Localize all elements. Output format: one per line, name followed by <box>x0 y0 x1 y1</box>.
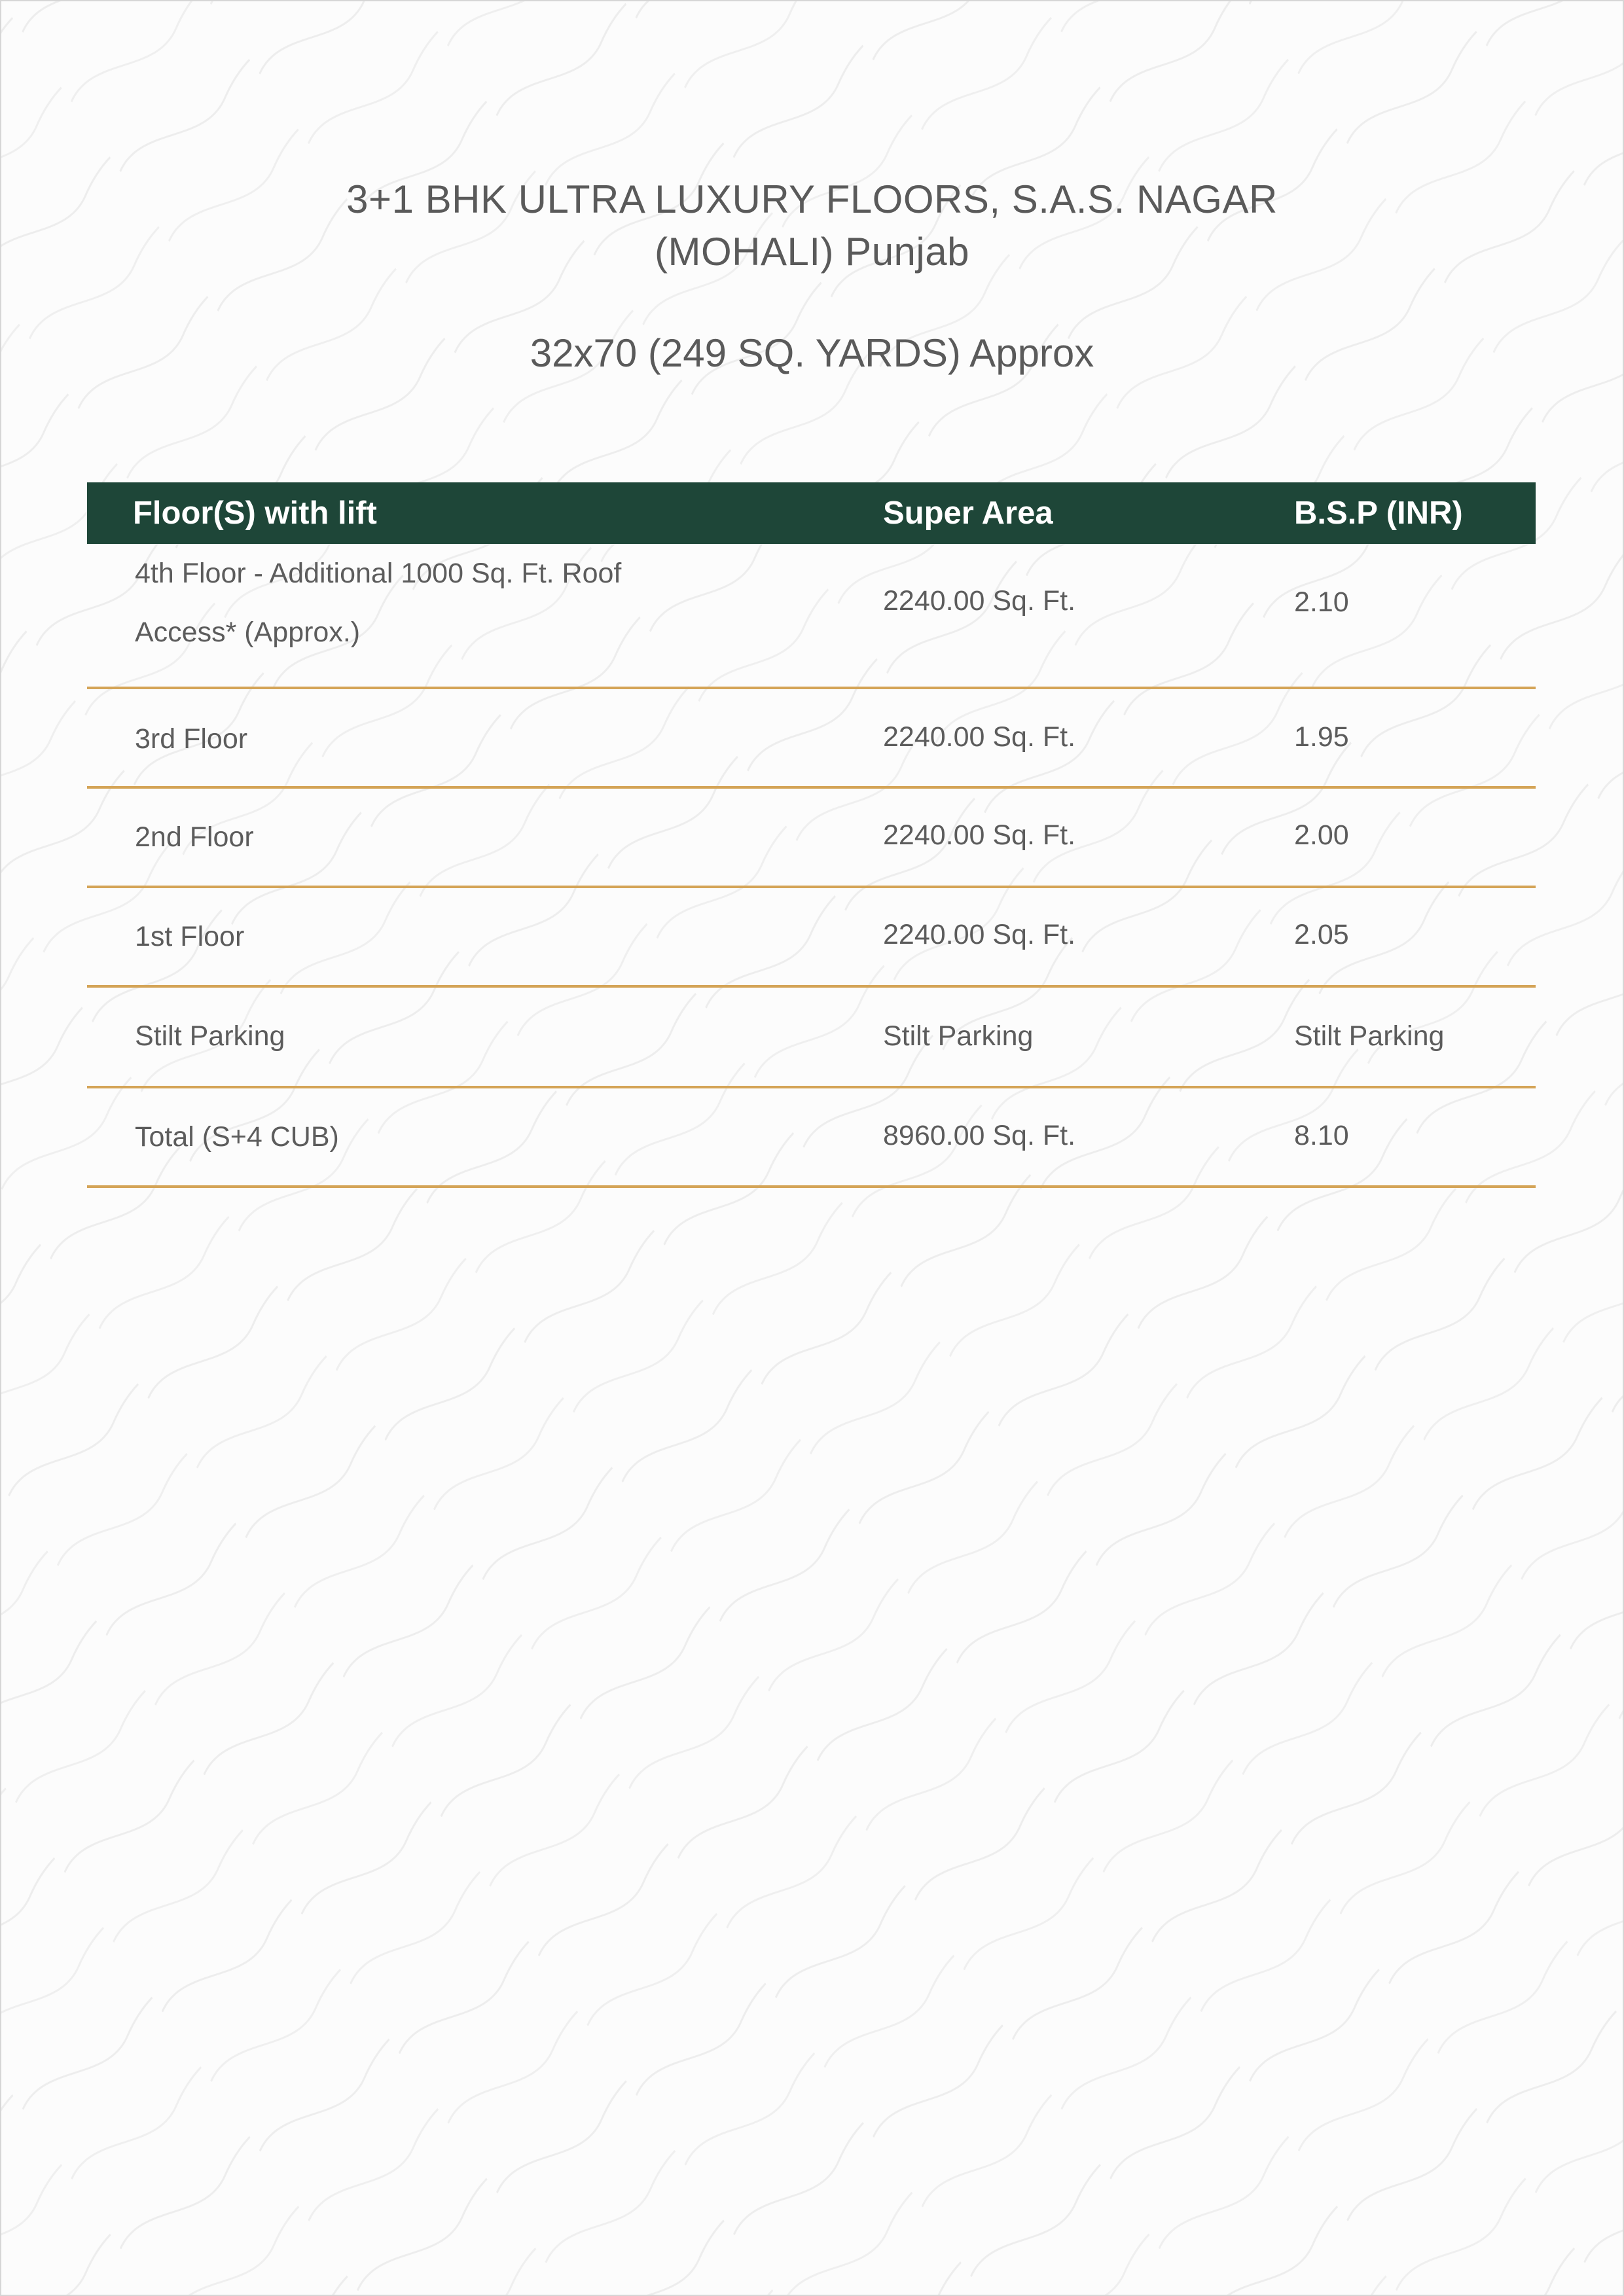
floor-cell: 3rd Floor <box>135 723 248 755</box>
area-cell: 2240.00 Sq. Ft. <box>883 585 1076 617</box>
page-title <box>0 173 1624 278</box>
header-bsp: B.S.P (INR) <box>1294 495 1463 531</box>
table-row <box>87 544 1536 689</box>
bsp-cell: 2.10 <box>1294 586 1349 618</box>
area-cell: 2240.00 Sq. Ft. <box>883 919 1076 950</box>
header-super-area: Super Area <box>883 495 1053 531</box>
table-row <box>87 1088 1536 1188</box>
area-cell: 2240.00 Sq. Ft. <box>883 721 1076 753</box>
area-cell: 8960.00 Sq. Ft. <box>883 1120 1076 1151</box>
floor-cell: 1st Floor <box>135 921 245 952</box>
floor-cell: Total (S+4 CUB) <box>135 1121 339 1153</box>
area-cell: Stilt Parking <box>883 1020 1034 1052</box>
price-table <box>87 482 1536 1188</box>
table-row <box>87 789 1536 888</box>
table-row <box>87 689 1536 789</box>
table-row <box>87 888 1536 988</box>
title-line-2: (MOHALI) Punjab <box>655 230 969 274</box>
area-cell: 2240.00 Sq. Ft. <box>883 819 1076 851</box>
bsp-cell: 2.05 <box>1294 919 1349 950</box>
floor-cell: Stilt Parking <box>135 1020 285 1052</box>
plot-size-subtitle: 32x70 (249 SQ. YARDS) Approx <box>530 331 1094 375</box>
floor-cell-line-2: Access* (Approx.) <box>135 617 361 648</box>
table-header <box>87 482 1536 544</box>
title-line-1: 3+1 BHK ULTRA LUXURY FLOORS, S.A.S. NAGAR <box>346 177 1278 221</box>
table-row <box>87 988 1536 1088</box>
bsp-cell: 1.95 <box>1294 721 1349 753</box>
bsp-cell: Stilt Parking <box>1294 1020 1445 1052</box>
floor-cell-line-1: 4th Floor - Additional 1000 Sq. Ft. Roof <box>135 558 622 589</box>
floor-cell: 2nd Floor <box>135 821 254 853</box>
bsp-cell: 2.00 <box>1294 819 1349 851</box>
header-floor: Floor(S) with lift <box>133 495 377 531</box>
bsp-cell: 8.10 <box>1294 1120 1349 1151</box>
